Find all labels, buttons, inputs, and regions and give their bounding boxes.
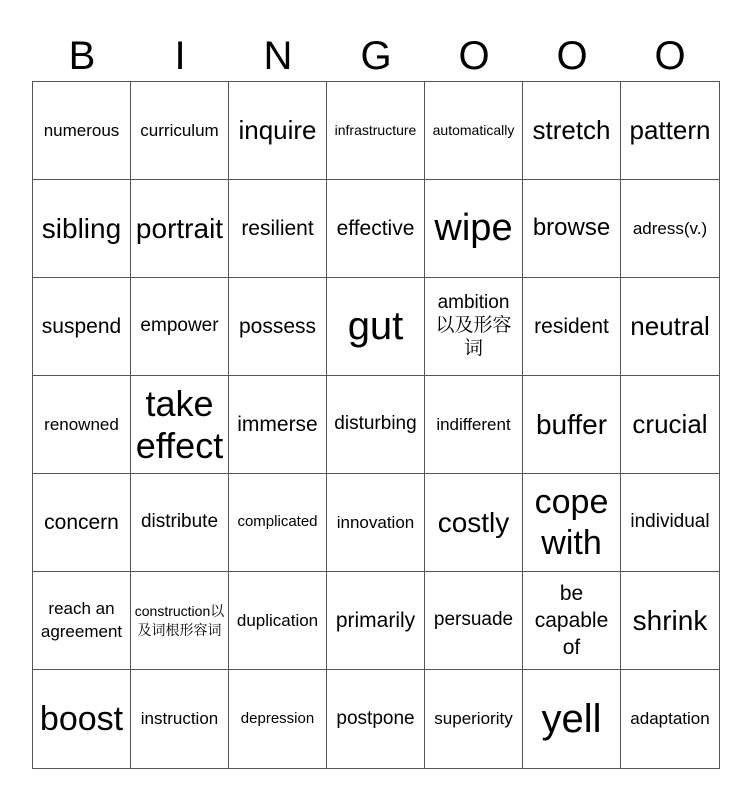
header-letter-o1: O	[458, 34, 490, 78]
bingo-cell[interactable]	[33, 670, 131, 768]
bingo-cell[interactable]	[523, 670, 621, 768]
cell-text: suspend	[41, 314, 122, 338]
bingo-header	[33, 30, 719, 82]
cell-text: empower	[140, 315, 219, 337]
cell-text: innovation	[336, 512, 415, 532]
cell-text: ambition以及形容词	[435, 292, 512, 359]
cell-text: adaptation	[630, 709, 710, 729]
cell-text: distribute	[140, 511, 219, 533]
bingo-cell[interactable]	[131, 376, 229, 474]
cell-text: immerse	[237, 412, 318, 436]
cell-text: disturbing	[334, 413, 417, 435]
header-letter-o2: O	[556, 34, 588, 78]
header-letter-b: B	[68, 34, 96, 78]
cell-text: take effect	[135, 383, 224, 466]
cell-text: wipe	[434, 207, 513, 250]
cell-text: resilient	[241, 216, 314, 240]
bingo-cell[interactable]	[229, 376, 327, 474]
cell-text: concern	[44, 510, 119, 534]
cell-text: sibling	[41, 212, 122, 244]
cell-text: buffer	[535, 408, 608, 440]
header-letter-o3: O	[654, 34, 686, 78]
bingo-cell[interactable]	[621, 572, 719, 670]
bingo-cell[interactable]	[327, 376, 425, 474]
bingo-cell[interactable]	[523, 278, 621, 376]
bingo-cell[interactable]	[425, 278, 523, 376]
cell-text: depression	[240, 709, 315, 727]
cell-text: effective	[336, 216, 415, 240]
cell-text: be capable of	[534, 581, 609, 660]
bingo-cell[interactable]	[425, 572, 523, 670]
bingo-cell[interactable]	[425, 180, 523, 278]
cell-text: instruction	[140, 709, 219, 729]
bingo-cell[interactable]	[229, 278, 327, 376]
bingo-cell[interactable]	[33, 82, 131, 180]
bingo-cell[interactable]	[523, 82, 621, 180]
cell-text: infrastructure	[334, 121, 417, 138]
bingo-cell[interactable]	[131, 474, 229, 572]
cell-text: pattern	[629, 114, 711, 145]
bingo-cell[interactable]	[621, 82, 719, 180]
header-letter-n: N	[263, 34, 293, 78]
bingo-cell[interactable]	[33, 474, 131, 572]
bingo-cell[interactable]	[33, 180, 131, 278]
bingo-cell[interactable]	[33, 278, 131, 376]
cell-text: adress(v.)	[632, 218, 708, 238]
cell-text: renowned	[44, 414, 119, 434]
bingo-cell[interactable]	[229, 572, 327, 670]
bingo-cell[interactable]	[327, 474, 425, 572]
cell-text: duplication	[236, 610, 319, 630]
bingo-cell[interactable]	[523, 180, 621, 278]
cell-text: primarily	[335, 608, 416, 632]
bingo-cell[interactable]	[327, 82, 425, 180]
cell-text: indifferent	[436, 414, 511, 434]
bingo-cell[interactable]	[523, 376, 621, 474]
bingo-cell[interactable]	[131, 572, 229, 670]
cell-text: superiority	[434, 709, 513, 729]
bingo-cell[interactable]	[425, 82, 523, 180]
bingo-cell[interactable]	[523, 474, 621, 572]
cell-text: resident	[534, 314, 609, 338]
bingo-cell[interactable]	[327, 278, 425, 376]
bingo-cell[interactable]	[131, 278, 229, 376]
bingo-cell[interactable]	[621, 278, 719, 376]
cell-text: persuade	[433, 609, 514, 631]
cell-text: neutral	[630, 310, 710, 341]
cell-text: inquire	[238, 114, 317, 145]
cell-text: gut	[347, 304, 404, 349]
cell-text: boost	[39, 699, 124, 738]
cell-text: stretch	[532, 114, 611, 145]
cell-text: individual	[630, 511, 710, 533]
cell-text: numerous	[43, 120, 120, 140]
bingo-cell[interactable]	[621, 670, 719, 768]
cell-text: automatically	[432, 121, 515, 138]
cell-text: postpone	[336, 707, 415, 729]
cell-text: reach an agreement	[40, 599, 123, 641]
bingo-cell[interactable]	[229, 180, 327, 278]
cell-text: browse	[532, 214, 611, 242]
cell-text: construction以及词根形容词	[134, 602, 225, 638]
bingo-board	[32, 81, 720, 769]
bingo-cell[interactable]	[327, 180, 425, 278]
cell-text: cope with	[534, 482, 609, 562]
bingo-cell[interactable]	[621, 474, 719, 572]
bingo-cell[interactable]	[425, 376, 523, 474]
cell-text: portrait	[135, 212, 224, 244]
bingo-cell[interactable]	[229, 82, 327, 180]
bingo-cell[interactable]	[621, 376, 719, 474]
bingo-cell[interactable]	[621, 180, 719, 278]
cell-text: costly	[437, 506, 510, 538]
bingo-cell[interactable]	[131, 180, 229, 278]
bingo-cell[interactable]	[33, 376, 131, 474]
bingo-cell[interactable]	[425, 474, 523, 572]
bingo-cell[interactable]	[327, 572, 425, 670]
bingo-cell[interactable]	[33, 572, 131, 670]
cell-text: curriculum	[140, 120, 219, 140]
cell-text: yell	[541, 696, 602, 741]
bingo-cell[interactable]	[131, 82, 229, 180]
cell-text: complicated	[237, 513, 318, 531]
bingo-cell[interactable]	[425, 670, 523, 768]
cell-text: shrink	[632, 604, 708, 636]
header-letter-g: G	[360, 34, 392, 78]
header-letter-i: I	[174, 34, 186, 78]
bingo-cell[interactable]	[229, 474, 327, 572]
bingo-cell[interactable]	[327, 670, 425, 768]
bingo-cell[interactable]	[523, 572, 621, 670]
bingo-cell[interactable]	[229, 670, 327, 768]
cell-text: possess	[238, 314, 317, 338]
cell-text: crucial	[632, 408, 708, 439]
bingo-cell[interactable]	[131, 670, 229, 768]
